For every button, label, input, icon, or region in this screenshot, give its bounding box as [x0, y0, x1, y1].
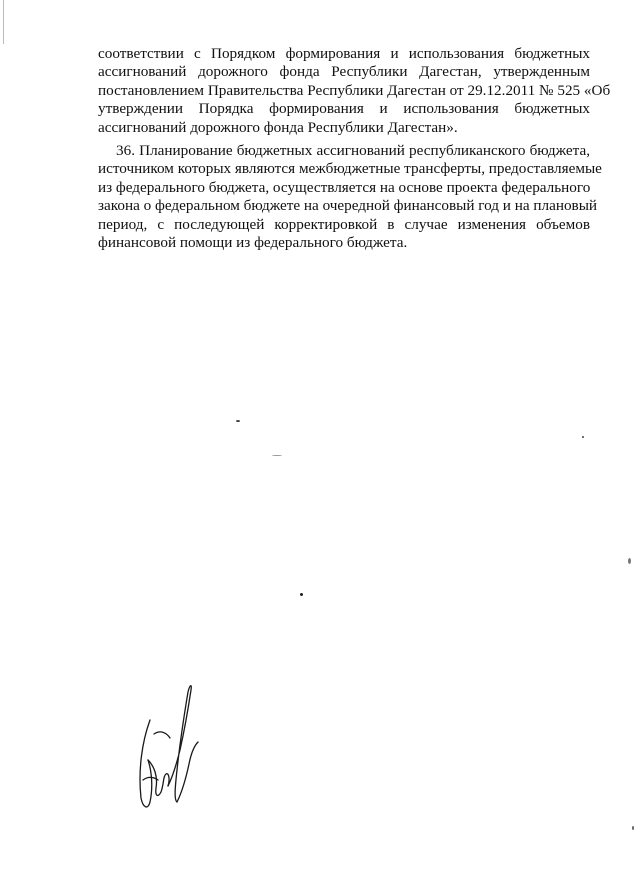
paragraph-36-line: источником которых являются межбюджетные трансферты, предоставляемые	[98, 160, 602, 178]
paragraph-36-line: 36. Планирование бюджетных ассигнований республиканского бюджета,	[116, 142, 590, 159]
paragraph-1-line: соответствии с Порядком формирования и использования бюджетных	[98, 45, 590, 62]
paragraph-36-line: из федерального бюджета, осуществляется на основе проекта федерального	[98, 178, 591, 196]
scan-speck	[582, 436, 584, 438]
paragraph-1-line: ассигнований дорожного фонда Республики Дагестан, утвержденным	[98, 63, 590, 81]
scan-speck	[272, 455, 282, 456]
scan-edge-line	[3, 0, 4, 44]
paragraph-36-line: финансовой помощи из федерального бюджета.	[98, 234, 408, 252]
paragraph-1-line: постановлением Правительства Республики Дагестан от 29.12.2011 № 525 «Об	[98, 81, 611, 99]
signature-icon	[128, 680, 208, 815]
paragraph-1	[98, 45, 611, 137]
scan-speck	[632, 826, 634, 830]
scan-speck	[628, 558, 631, 564]
paragraph-1-line: ассигнований дорожного фонда Республики Дагестан».	[98, 118, 458, 136]
scan-speck	[300, 593, 303, 596]
scan-speck	[236, 420, 240, 422]
paragraph-1-line: утверждении Порядка формирования и использования бюджетных	[98, 100, 590, 118]
paragraph-36-line: период, с последующей корректировкой в случае изменения объемов	[98, 215, 590, 233]
paragraph-36-line: закона о федеральном бюджете на очередной финансовый год и на плановый	[98, 197, 598, 215]
paragraph-36	[98, 142, 602, 252]
